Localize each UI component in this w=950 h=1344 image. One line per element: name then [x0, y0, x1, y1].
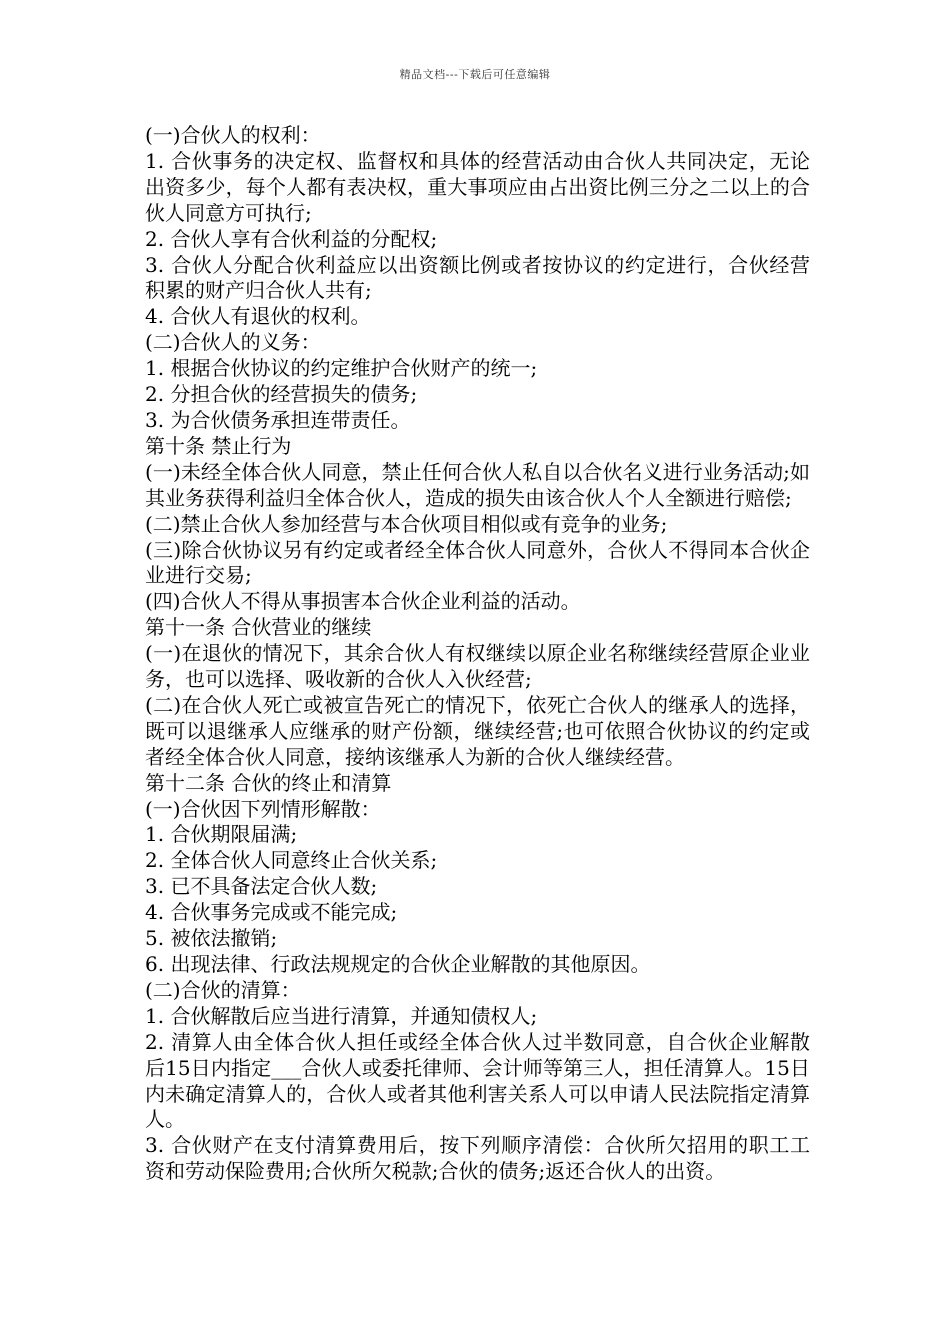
section-heading-partner-rights: (一)合伙人的权利： — [145, 123, 321, 147]
list-item: (三)除合伙协议另有约定或者经全体合伙人同意外，合伙人不得同本合伙企业进行交易; — [145, 537, 810, 588]
list-item: 5. 被依法撤销; — [145, 926, 278, 951]
article-heading-10: 第十条 禁止行为 — [145, 433, 292, 458]
list-item: 4. 合伙人有退伙的权利。 — [145, 304, 371, 329]
list-item: 3. 已不具备法定合伙人数; — [145, 874, 378, 899]
list-item: 1. 合伙期限届满; — [145, 822, 298, 847]
section-heading-liquidation: (二)合伙的清算： — [145, 977, 301, 1002]
section-heading-partner-duties: (二)合伙人的义务： — [145, 330, 321, 355]
list-item: 2. 清算人由全体合伙人担任或经全体合伙人过半数同意，自合伙企业解散后15日内指定___合伙人或委托律师、会计师等第三人，担任清算人。15日内未确定清算人的，合伙人或者其他利害关系人可以申请人民法院指定清算人。 — [145, 1029, 810, 1132]
list-item: (四)合伙人不得从事损害本合伙企业利益的活动。 — [145, 589, 581, 614]
section-heading-dissolution: (一)合伙因下列情形解散： — [145, 796, 381, 821]
list-item: 2. 合伙人享有合伙利益的分配权; — [145, 226, 438, 251]
list-item: (一)未经全体合伙人同意，禁止任何合伙人私自以合伙名义进行业务活动;如其业务获得利益归全体合伙人，造成的损失由该合伙人个人全额进行赔偿; — [145, 459, 810, 510]
list-item: 1. 合伙解散后应当进行清算，并通知债权人; — [145, 1003, 538, 1028]
list-item: 1. 合伙事务的决定权、监督权和具体的经营活动由合伙人共同决定，无论出资多少，每个人都有表决权，重大事项应由占出资比例三分之二以上的合伙人同意方可执行; — [145, 148, 810, 225]
list-item: 2. 全体合伙人同意终止合伙关系; — [145, 848, 438, 873]
list-item: 4. 合伙事务完成或不能完成; — [145, 900, 398, 925]
list-item: 6. 出现法律、行政法规规定的合伙企业解散的其他原因。 — [145, 952, 651, 976]
list-item: (二)在合伙人死亡或被宣告死亡的情况下，依死亡合伙人的继承人的选择，既可以退继承人应继承的财产份额，继续经营;也可依照合伙协议的约定或者经全体合伙人同意，接纳该继承人为新的合伙人继续经营。 — [145, 692, 810, 769]
list-item: 2. 分担合伙的经营损失的债务; — [145, 382, 418, 407]
document-body — [145, 123, 810, 1185]
list-item: (二)禁止合伙人参加经营与本合伙项目相似或有竞争的业务; — [145, 511, 668, 536]
list-item: 3. 为合伙债务承担连带责任。 — [145, 407, 411, 432]
article-heading-11: 第十一条 合伙营业的继续 — [145, 615, 372, 640]
list-item: 1. 根据合伙协议的约定维护合伙财产的统一; — [145, 356, 538, 381]
list-item: (一)在退伙的情况下，其余合伙人有权继续以原企业名称继续经营原企业业务，也可以选择、吸收新的合伙人入伙经营; — [145, 641, 810, 692]
list-item: 3. 合伙财产在支付清算费用后，按下列顺序清偿：合伙所欠招用的职工工资和劳动保险费用;合伙所欠税款;合伙的债务;返还合伙人的出资。 — [145, 1133, 810, 1184]
page-header: 精品文档---下载后可任意编辑 — [399, 68, 551, 81]
list-item: 3. 合伙人分配合伙利益应以出资额比例或者按协议的约定进行，合伙经营积累的财产归合伙人共有; — [145, 252, 810, 303]
article-heading-12: 第十二条 合伙的终止和清算 — [145, 770, 392, 795]
